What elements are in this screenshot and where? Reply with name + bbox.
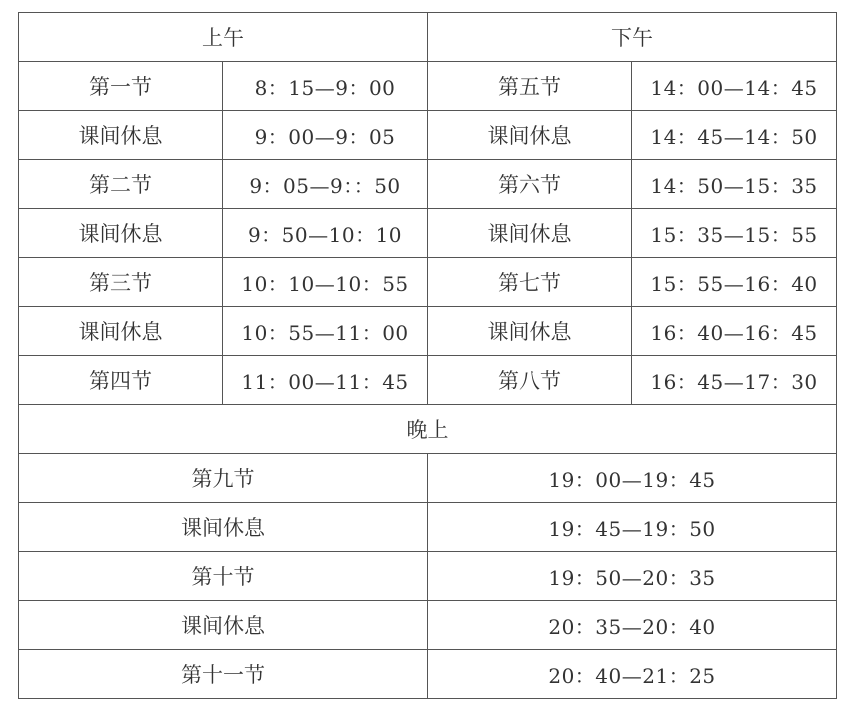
period-label: 课间休息 <box>19 307 223 356</box>
afternoon-header: 下午 <box>428 13 837 62</box>
period-time: 10：10—10：55 <box>223 258 428 307</box>
table-row <box>19 111 837 160</box>
period-time: 16：45—17：30 <box>632 356 837 405</box>
period-time: 20：40—21：25 <box>428 650 837 699</box>
table-row <box>19 160 837 209</box>
class-schedule-table <box>18 12 837 699</box>
period-time: 9：05—9：：50 <box>223 160 428 209</box>
period-label: 课间休息 <box>428 209 632 258</box>
period-label: 第四节 <box>19 356 223 405</box>
evening-header: 晚上 <box>19 405 837 454</box>
period-label: 第十一节 <box>19 650 428 699</box>
table-row <box>19 503 837 552</box>
period-label: 第五节 <box>428 62 632 111</box>
period-time: 14：45—14：50 <box>632 111 837 160</box>
period-time: 14：50—15：35 <box>632 160 837 209</box>
period-label: 第七节 <box>428 258 632 307</box>
period-label: 课间休息 <box>19 209 223 258</box>
table-row <box>19 650 837 699</box>
period-time: 14：00—14：45 <box>632 62 837 111</box>
table-row <box>19 307 837 356</box>
period-time: 8：15—9：00 <box>223 62 428 111</box>
period-label: 第一节 <box>19 62 223 111</box>
table-row <box>19 454 837 503</box>
period-label: 第九节 <box>19 454 428 503</box>
period-time: 10：55—11：00 <box>223 307 428 356</box>
table-row <box>19 552 837 601</box>
table-row <box>19 258 837 307</box>
table-row <box>19 209 837 258</box>
period-label: 课间休息 <box>19 503 428 552</box>
period-time: 15：55—16：40 <box>632 258 837 307</box>
period-time: 16：40—16：45 <box>632 307 837 356</box>
period-time: 11：00—11：45 <box>223 356 428 405</box>
period-label: 第三节 <box>19 258 223 307</box>
morning-header: 上午 <box>19 13 428 62</box>
period-label: 课间休息 <box>428 307 632 356</box>
period-time: 19：00—19：45 <box>428 454 837 503</box>
period-label: 课间休息 <box>19 601 428 650</box>
table-row <box>19 601 837 650</box>
period-label: 第八节 <box>428 356 632 405</box>
period-time: 9：50—10：10 <box>223 209 428 258</box>
period-time: 19：50—20：35 <box>428 552 837 601</box>
period-label: 第十节 <box>19 552 428 601</box>
period-time: 19：45—19：50 <box>428 503 837 552</box>
period-label: 第六节 <box>428 160 632 209</box>
period-time: 20：35—20：40 <box>428 601 837 650</box>
period-label: 第二节 <box>19 160 223 209</box>
period-time: 9：00—9：05 <box>223 111 428 160</box>
section-header-row <box>19 13 837 62</box>
period-time: 15：35—15：55 <box>632 209 837 258</box>
table-row <box>19 356 837 405</box>
section-header-row <box>19 405 837 454</box>
period-label: 课间休息 <box>19 111 223 160</box>
table-row <box>19 62 837 111</box>
period-label: 课间休息 <box>428 111 632 160</box>
